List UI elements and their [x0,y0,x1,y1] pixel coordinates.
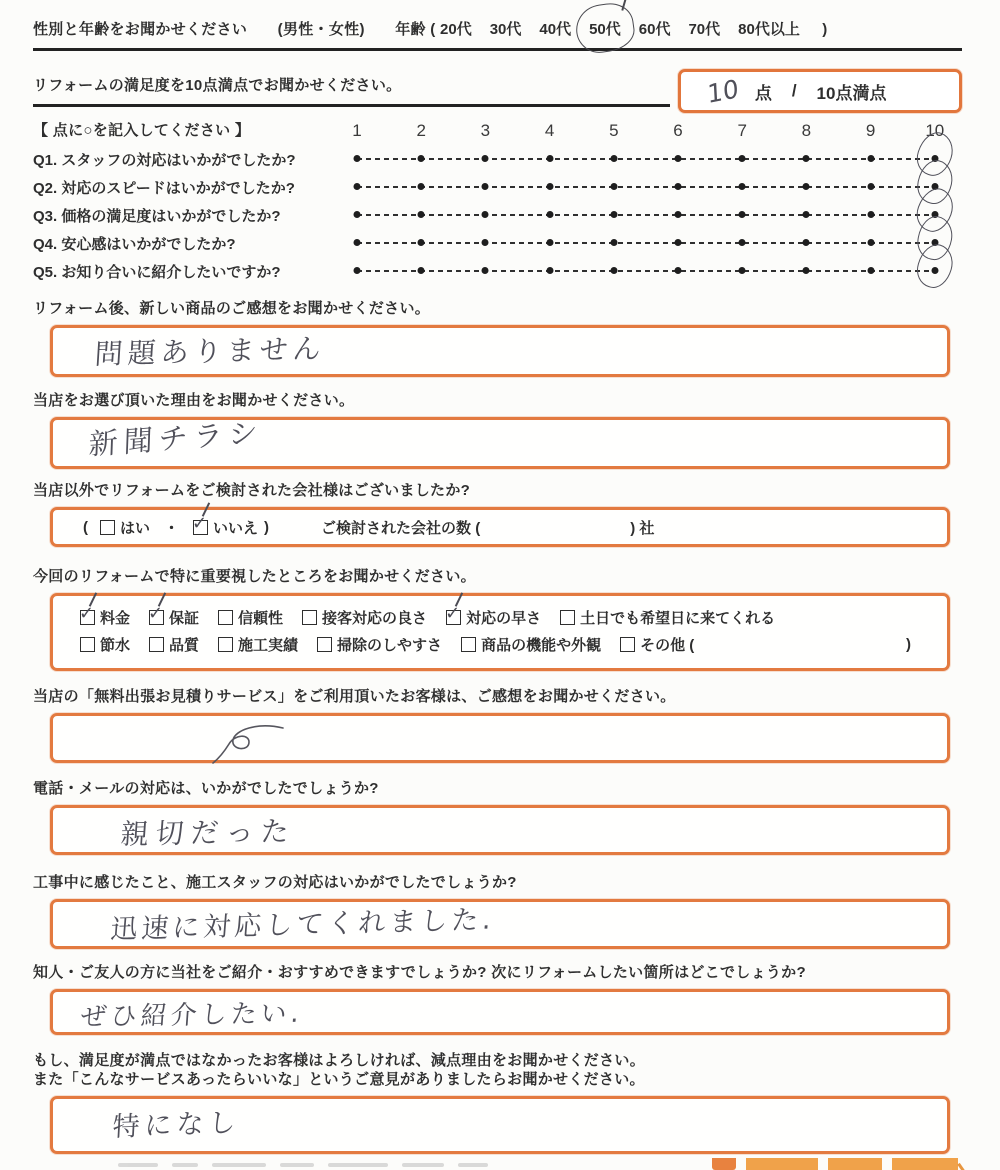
rating-question-row [33,201,962,229]
score-unit: 点 [754,83,772,103]
checkbox-label: 信頼性 [238,610,284,627]
scale-dot [867,267,874,274]
scale-dot [354,183,361,190]
scale-dot [867,239,874,246]
scale-dot [418,183,425,190]
rating-scale-line [350,257,950,285]
scale-dot [546,267,553,274]
age-option: 30代 [489,21,522,38]
competitor-options [100,517,258,538]
checkbox-option [100,517,150,538]
reason-box [50,417,950,469]
checkbox-option [560,607,775,628]
scale-dot [803,155,810,162]
age-option: 40代 [539,21,572,38]
reason-label: 当店をお選び頂いた理由をお聞かせください。 [33,392,355,409]
checkbox-checked [193,520,208,535]
phone-mail-box [50,805,950,855]
age-circle-tail [621,0,630,11]
open-paren: ( [83,518,88,536]
checkbox-unchecked [100,520,115,535]
rating-scale-line [350,145,950,173]
priorities-section [33,567,962,671]
referral-label: 知人・ご友人の方に当社をご紹介・おすすめできますでしょうか? 次にリフォームしたい箇所はどこでしょうか? [33,964,806,981]
estimate-service-box [50,713,950,763]
scale-dot [418,267,425,274]
footer-logo-letters [828,1158,882,1170]
dotted-line [357,214,937,216]
scale-dot [610,267,617,274]
scale-dot [610,183,617,190]
scale-dot [546,239,553,246]
scale-dot [610,239,617,246]
scale-dot [482,239,489,246]
score-max-label: 10点満点 [816,83,887,103]
scale-dot [546,155,553,162]
scale-dot [739,267,746,274]
company-count-suffix: ) 社 [630,519,655,537]
scale-dot [546,211,553,218]
company-count-prefix: ご検討された会社の数 ( [321,519,481,537]
rating-question-row [33,173,962,201]
footer-smudge [458,1163,488,1167]
checkbox-option [317,634,442,655]
demographics-row [33,18,962,51]
checkbox-option [193,517,258,538]
rating-scale-line [350,229,950,257]
scale-dot [482,183,489,190]
age-option: 50代 [589,18,621,39]
scale-number: 2 [416,121,426,140]
age-option: 70代 [688,21,721,38]
scale-dot [418,211,425,218]
checkbox-option [302,607,427,628]
priorities-box [50,593,950,671]
dotted-line [357,158,937,160]
footer-smudge [118,1163,158,1167]
scale-number: 8 [801,121,812,140]
checkbox-unchecked [302,610,317,625]
priorities-label: 今回のリフォームで特に重要視したところをお聞かせください。 [33,568,476,585]
estimate-service-section [33,687,962,763]
priorities-row-1 [80,604,927,631]
scale-number: 9 [865,121,876,140]
checkbox-label: その他 ( [640,637,695,654]
age-circle-annotation [573,0,637,56]
product-feedback-label: リフォーム後、新しい商品のご感想をお聞かせください。 [33,300,431,317]
scale-dot [354,239,361,246]
rating-rows [33,145,962,285]
rating-scale-line [350,201,950,229]
checkbox-checked [149,610,164,625]
scale-dot [546,183,553,190]
checkbox-unchecked [560,610,575,625]
checkbox-label: 対応の早さ [466,610,542,627]
handwritten-answer: 特になし [111,1107,242,1143]
phone-mail-section [33,779,962,855]
priorities-row-2 [80,631,927,658]
checkbox-option [446,607,541,628]
checkbox-label: 接客対応の良さ [322,610,428,627]
scale-number: 1 [352,121,362,140]
scale-dot [482,155,489,162]
scale-dot [418,239,425,246]
checkbox-checked [80,610,95,625]
footer-smudge [328,1163,388,1167]
scale-dot [867,183,874,190]
scale-dot [739,211,746,218]
checkbox-unchecked [80,637,95,652]
construction-box [50,899,950,949]
footer-logo-tick-icon [957,1157,973,1170]
scale-dot [610,211,617,218]
scale-dot [354,211,361,218]
dotted-line [357,270,937,272]
age-close-paren: ) [822,21,828,38]
checkbox-unchecked [461,637,476,652]
handwritten-answer: ぜひ紹介したい. [79,998,304,1033]
scale-dot [739,155,746,162]
footer-logo-partial [712,1158,958,1170]
footer-logo-letters [892,1158,958,1170]
scale-number: 3 [480,121,491,140]
scale-number: 4 [544,121,555,140]
estimate-service-label: 当店の「無料出張お見積りサービス」をご利用頂いたお客様は、ご感想をお聞かせください。 [33,688,676,705]
checkbox-option [80,634,130,655]
scale-dot [482,267,489,274]
reason-section [33,391,962,469]
checkbox-label: 節水 [100,637,131,654]
age-option: 60代 [638,21,671,38]
handwritten-answer: 迅速に対応してくれました. [109,904,497,946]
scale-dot [803,267,810,274]
rating-scale-numbers [350,121,950,141]
footer-smudge [280,1163,314,1167]
footer-faint-text [118,1163,488,1168]
competitors-label: 当店以外でリフォームをご検討された会社様はございましたか? [33,482,471,499]
checkbox-label: 土日でも希望日に来てくれる [580,610,776,627]
dotted-line [357,186,937,188]
scale-dot [675,267,682,274]
referral-section [33,963,962,1035]
handwritten-answer: 親切だった [119,814,297,851]
checkbox-label: はい [120,519,151,537]
scale-number: 7 [737,121,747,140]
scale-dot [803,211,810,218]
scale-dot [739,183,746,190]
checkbox-label: 保証 [169,610,200,627]
scale-dot [803,239,810,246]
checkbox-label: 商品の機能や外観 [481,637,602,654]
construction-label: 工事中に感じたこと、施工スタッフの対応はいかがでしたでしょうか? [33,874,517,891]
referral-box [50,989,950,1035]
checkbox-option [218,607,283,628]
checkbox-label: 施工実績 [238,637,299,654]
rating-question-row [33,229,962,257]
scale-number: 5 [609,121,619,140]
rating-question-row [33,145,962,173]
checkbox-option [149,634,199,655]
checkbox-unchecked [218,610,233,625]
handwritten-score: 10 [706,73,740,109]
scale-dot [354,267,361,274]
scale-dot [867,155,874,162]
scale-dot [675,183,682,190]
satisfaction-question: リフォームの満足度を10点満点でお聞かせください。 [33,76,670,107]
checkbox-unchecked [317,637,332,652]
rating-question-label: Q5. お知り合いに紹介したいですか? [33,263,281,281]
checkbox-option [218,634,298,655]
rating-instruction: 【 点に○を記入してください 】 [33,122,251,139]
satisfaction-score-box [678,69,962,113]
deduction-label-line1: もし、満足度が満点ではなかったお客様はよろしければ、減点理由をお聞かせください。 [33,1052,646,1069]
footer-strip [0,1157,1000,1170]
handwritten-squiggle [203,720,303,764]
checkbox-option [80,607,130,628]
score-divider: / [791,81,797,100]
dotted-line [357,242,937,244]
checkbox-label: いいえ [213,519,259,537]
checkbox-checked [446,610,461,625]
scale-dot [675,155,682,162]
scale-number: 10 [925,121,945,140]
scale-dot [482,211,489,218]
handwritten-answer: 新聞チラシ [88,415,264,462]
checkbox-label: 品質 [169,637,200,654]
scale-dot [803,183,810,190]
gender-options: (男性・女性) [277,21,365,38]
age-option: 80代以上 [738,21,800,38]
close-paren: ) [264,518,270,536]
deduction-label-line2: また「こんなサービスあったらいいな」というご意見がありましたらお聞かせください。 [33,1071,645,1088]
footer-logo-square-icon [712,1158,736,1170]
checkbox-option [461,634,601,655]
footer-smudge [172,1163,198,1167]
footer-smudge [212,1163,266,1167]
checkbox-option [620,634,694,655]
age-option: 20代 [440,21,472,38]
satisfaction-row [33,69,962,107]
footer-smudge [402,1163,444,1167]
demographics-question: 性別と年齢をお聞かせください [33,21,248,38]
scale-dot [739,239,746,246]
other-close-paren: ) [906,636,911,653]
rating-question-row [33,257,962,285]
scale-number: 6 [673,121,683,140]
rating-question-label: Q3. 価格の満足度はいかがでしたか? [33,207,281,225]
deduction-box [50,1096,950,1154]
age-label: 年齢 ( [395,21,436,38]
checkbox-label: 掃除のしやすさ [337,637,443,654]
scale-dot [867,211,874,218]
age-options-container [440,21,818,38]
competitors-section [33,481,962,547]
rating-question-label: Q4. 安心感はいかがでしたか? [33,235,236,253]
competitors-box [50,507,950,547]
phone-mail-label: 電話・メールの対応は、いかがでしたでしょうか? [33,780,379,797]
checkbox-unchecked [149,637,164,652]
scale-dot [418,155,425,162]
deduction-section [33,1051,962,1154]
rating-section [33,121,962,285]
scale-dot [675,239,682,246]
scale-dot [610,155,617,162]
option-separator: ・ [164,519,180,537]
rating-scale-line [350,173,950,201]
checkbox-unchecked [620,637,635,652]
scale-dot [354,155,361,162]
footer-logo-letters [746,1158,818,1170]
checkbox-option [149,607,199,628]
rating-question-label: Q2. 対応のスピードはいかがでしたか? [33,179,295,197]
checkbox-unchecked [218,637,233,652]
scale-dot [675,211,682,218]
checkbox-label: 料金 [100,610,131,627]
construction-section [33,873,962,949]
rating-question-label: Q1. スタッフの対応はいかがでしたか? [33,151,296,169]
handwritten-answer: 問題ありません [93,331,327,371]
